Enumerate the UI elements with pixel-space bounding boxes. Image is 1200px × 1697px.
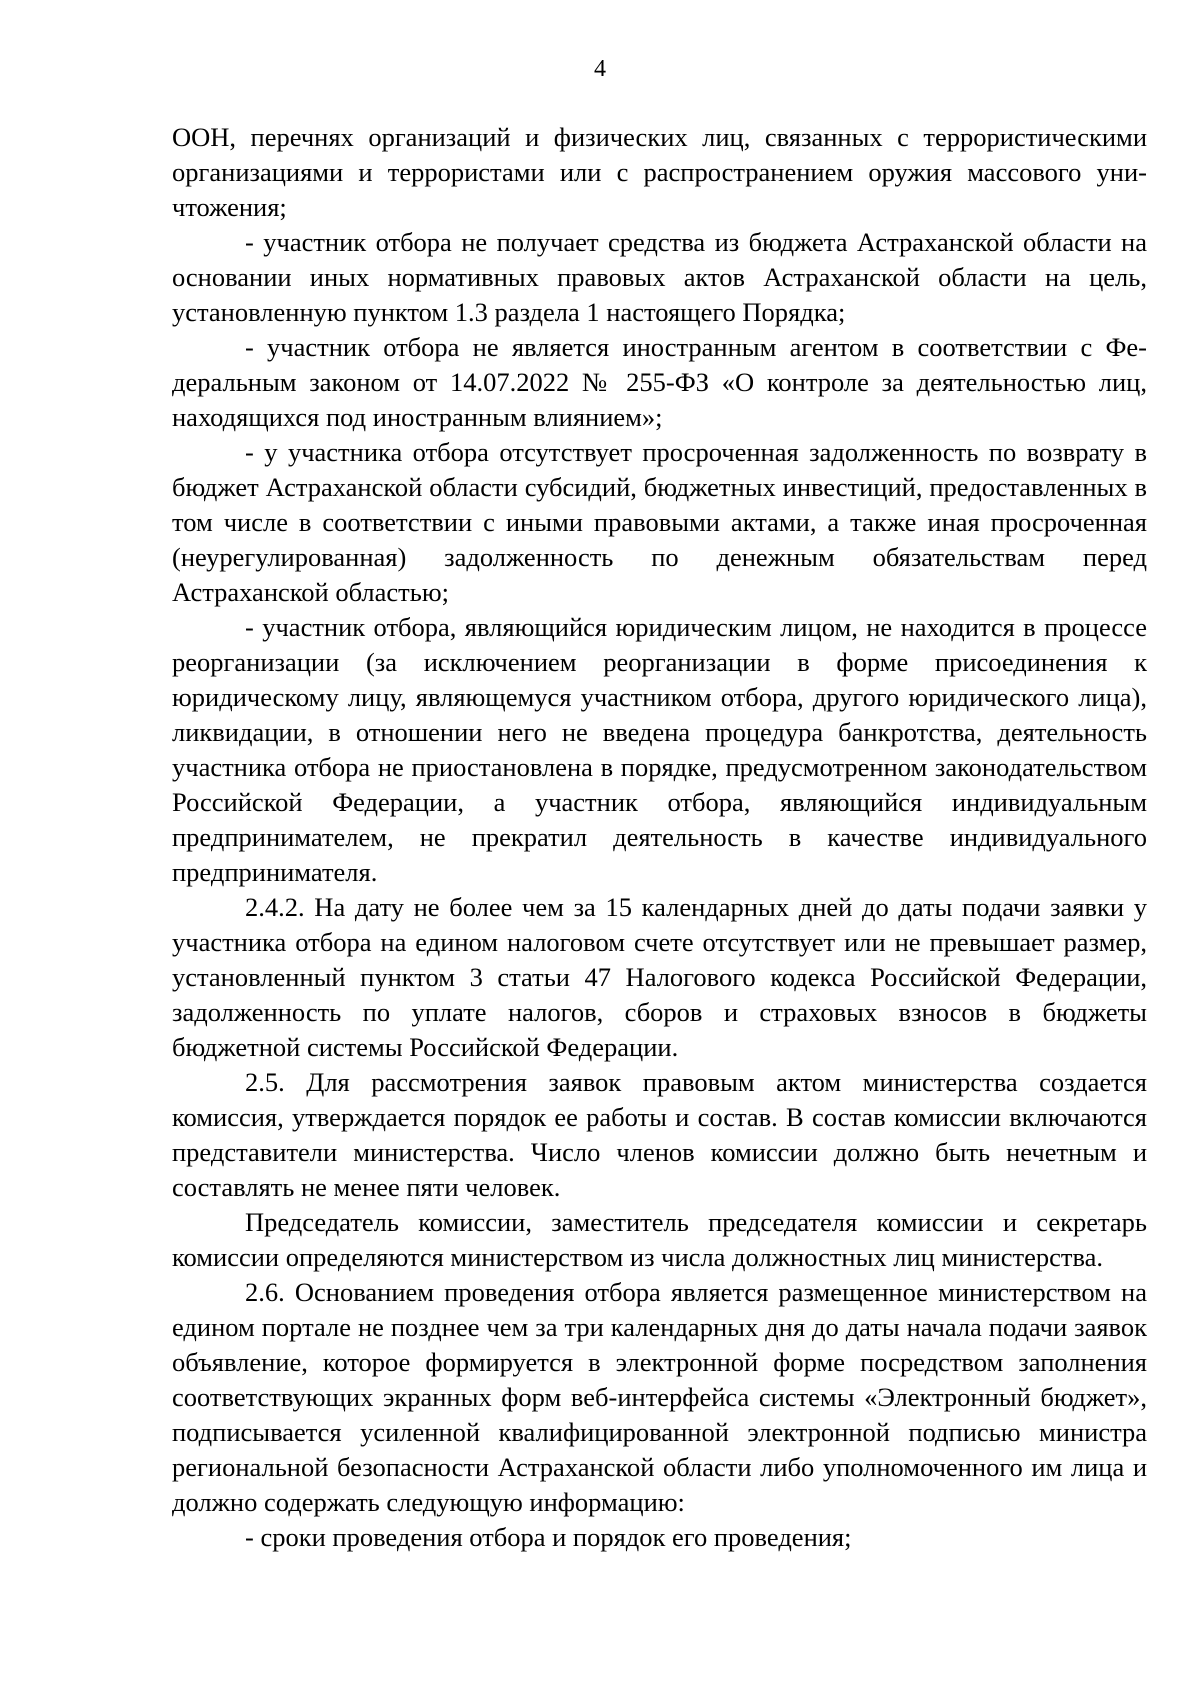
paragraph-clause-2-4-2: 2.4.2. На дату не более чем за 15 календарных дней до даты подачи заявки у участника отбора на едином налоговом счете отсутствует или не превышает размер, установленный пунктом 3 статьи 47 Налогового кодекса Российской Федерации, задолженность по уплате налогов, сборов и страховых взносов в бюджеты бюджетной системы Российской Федерации. [172, 892, 1147, 1062]
paragraph-no-budget-funds: - участник отбора не получает средства из бюджета Астраханской области на основании иных нормативных правовых актов Астраханской области на цель, установленную пунктом 1.3 раздела 1 настоящего Порядка; [172, 227, 1147, 327]
paragraph-not-foreign-agent: - участник отбора не является иностранным агентом в соответствии с Федеральным законом от 14.07.2022 № 255-ФЗ «О контроле за деятельностью лиц, находящихся под иностранным влиянием»; [172, 332, 1147, 432]
page-number: 4 [594, 56, 606, 82]
paragraph-clause-2-5: 2.5. Для рассмотрения заявок правовым актом министерства создается комиссия, утверждается порядок ее работы и состав. В состав комиссии включаются представители министерства. Число членов комиссии должно быть нечетным и составлять не менее пяти человек. [172, 1067, 1147, 1202]
paragraph-clause-2-6: 2.6. Основанием проведения отбора является размещенное министерством на едином портале не позднее чем за три календарных дня до даты начала подачи заявок объявление, которое формируется в электронной форме посредством заполнения соответствующих экранных форм веб-интерфейса системы «Электронный бюджет», подписывается усиленной квалифицированной электронной подписью министра региональной безопасности Астраханской области либо уполномоченного им лица и должно содержать следующую информацию: [172, 1277, 1147, 1517]
paragraph-commission-chair: Председатель комиссии, заместитель председателя комиссии и секретарь комиссии определяются министерством из числа должностных лиц министерства. [172, 1207, 1147, 1272]
paragraph-un-lists-continuation: ООН, перечнях организаций и физических лиц, связанных с террористическими организациями и террористами или с распространением оружия массового уничтожения; [172, 122, 1147, 222]
document-body [172, 120, 1147, 1555]
paragraph-no-reorganization: - участник отбора, являющийся юридическим лицом, не находится в процессе реорганизации (за исключением реорганизации в форме присоединения к юридическому лицу, являющемуся участником отбора, другого юридического лица), ликвидации, в отношении него не введена процедура банкротства, деятельность участника отбора не приостановлена в порядке, предусмотренном законодательством Российской Федерации, а участник отбора, являющийся индивидуальным предпринимателем, не прекратил деятельность в качестве индивидуального предпринимателя. [172, 612, 1147, 887]
paragraph-selection-terms: - сроки проведения отбора и порядок его проведения; [245, 1522, 852, 1552]
paragraph-no-overdue-debt: - у участника отбора отсутствует просроченная задолженность по возврату в бюджет Астраханской области субсидий, бюджетных инвестиций, предоставленных в том числе в соответствии с иными правовыми актами, а также иная просроченная (неурегулированная) задолженность по денежным обязательствам перед Астраханской областью; [172, 437, 1147, 607]
